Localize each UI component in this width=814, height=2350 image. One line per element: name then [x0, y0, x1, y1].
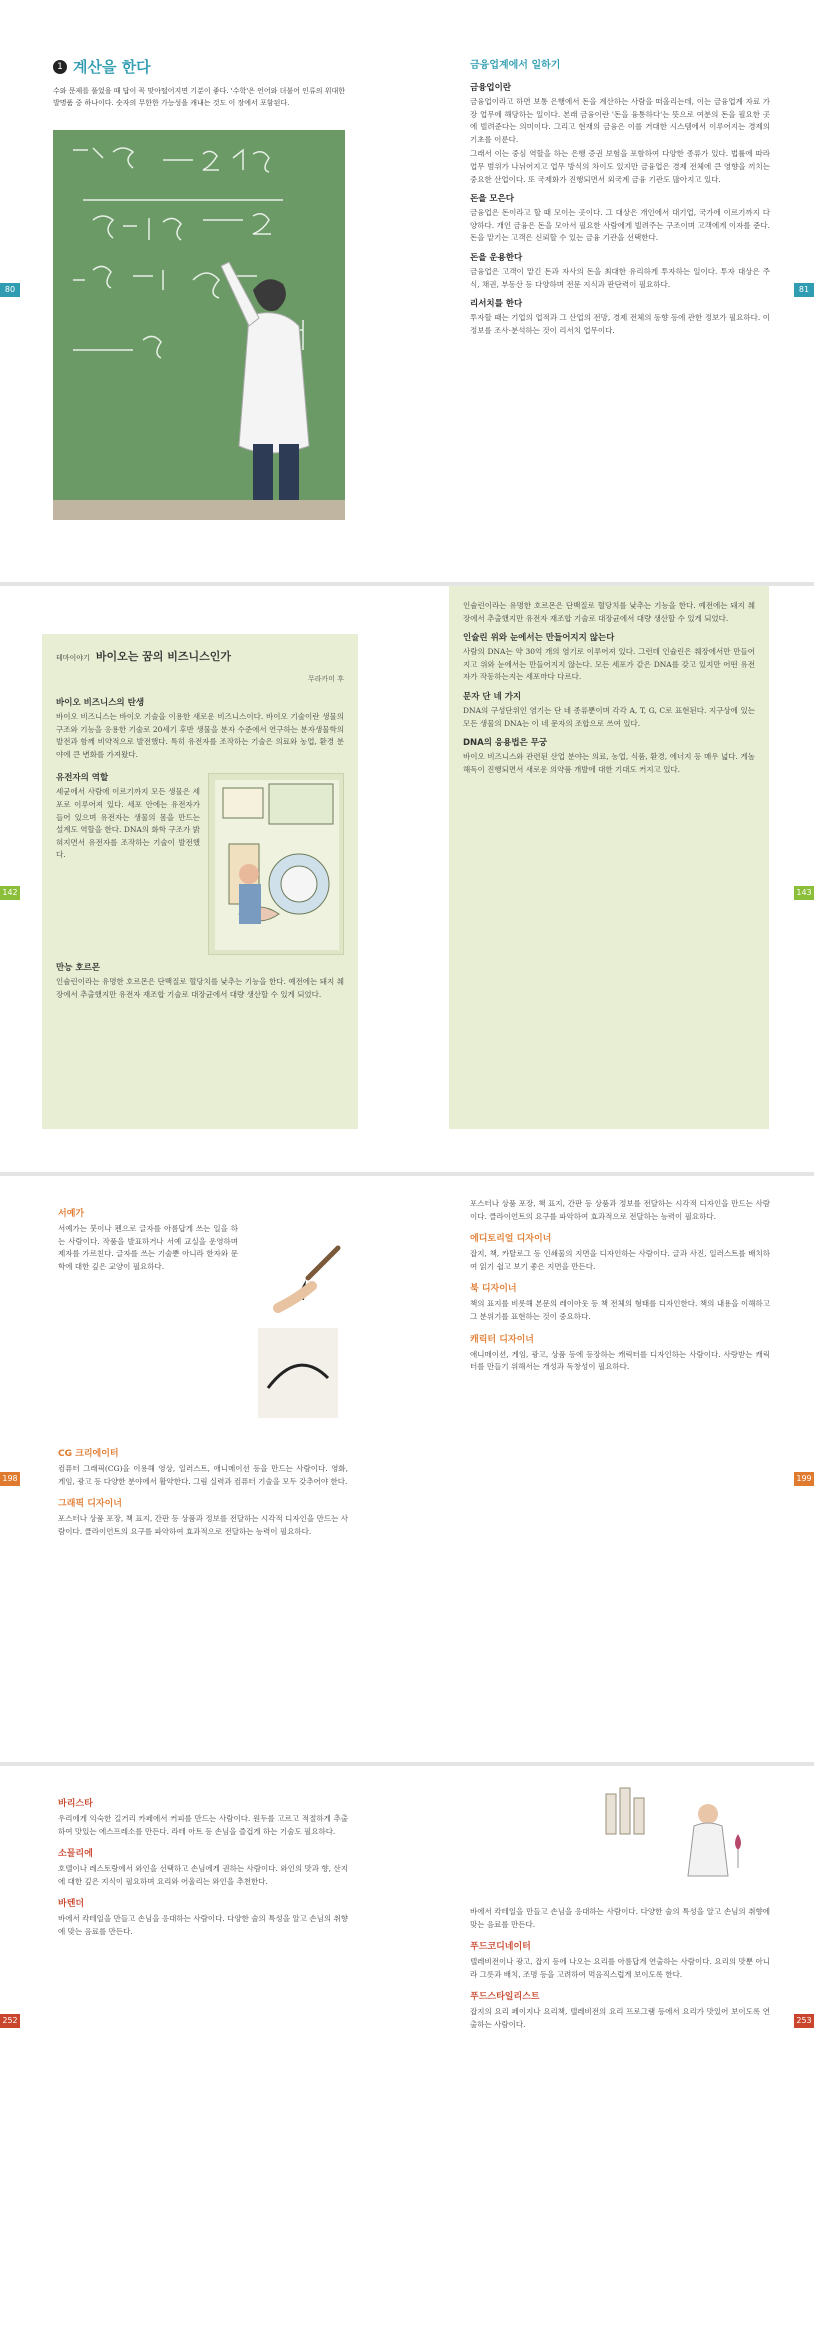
section-title: 돈을 모은다	[470, 194, 515, 205]
section-title: 바이오 비즈니스의 탄생	[56, 698, 145, 708]
section-text: 인슐린이라는 유명한 호르몬은 단백질로 혈당치를 낮추는 기능을 한다. 예전에는 돼지 췌장에서 추출했지만 유전자 재조합 기술로 대장균에서 대량 생산할 수 있게 되었다.	[56, 977, 344, 999]
section-title: 북 디자이너	[470, 1284, 517, 1295]
spread-4	[0, 1766, 814, 2350]
section-title: 문자 단 네 가지	[463, 691, 522, 702]
section-text: DNA의 구성단위인 염기는 단 네 종류뿐이며 각각 A, T, G, C로 표현된다. 지구상에 있는 모든 생물의 DNA는 이 네 문자의 조합으로 쓰여 있다.	[463, 705, 755, 728]
left-page-number: 198	[0, 1472, 20, 1486]
right-page-number: 143	[794, 886, 814, 900]
spread-1	[0, 0, 814, 582]
section-title: 푸드코디네이터	[470, 1942, 531, 1953]
section-title: 캐릭터 디자이너	[470, 1334, 534, 1345]
section-title: 그래픽 디자이너	[58, 1499, 122, 1510]
column-box-content	[449, 586, 769, 776]
section-title: 바리스타	[58, 1799, 93, 1809]
spread-2	[0, 586, 814, 1172]
lab-illustration	[208, 773, 344, 955]
left-column	[53, 56, 345, 109]
spread-3	[0, 1176, 814, 1762]
section-text: 인슐린이라는 유명한 호르몬은 단백질로 혈당치를 낮추는 기능을 한다. 예전에는 돼지 췌장에서 추출했지만 유전자 재조합 기술로 대장균에서 대량 생산할 수 있게 되었다.	[463, 601, 755, 623]
right-page-number: 81	[794, 283, 814, 297]
section-text: 컴퓨터 그래픽(CG)을 이용해 영상, 일러스트, 애니메이션 등을 만드는 사람이다. 영화, 게임, 광고 등 다양한 분야에서 활약한다. 그림 실력과 컴퓨터 기술을 모두 갖추어야 한다.	[58, 1464, 348, 1486]
section-title: 바텐더	[58, 1899, 85, 1910]
left-page-number: 142	[0, 886, 20, 900]
section-text: 바이오 비즈니스는 바이오 기술을 이용한 새로운 비즈니스이다. 바이오 기술이란 생물의 구조와 기능을 응용한 기술로 20세기 후반 생물을 분자 수준에서 연구하는 분자생물학의 발전과 함께 비약적으로 발전했다. 특히 유전자를 조작하는 기술은 의료와 농업, 환경 분야에 큰 변화를 가져왔다.	[56, 712, 344, 759]
section-text: 그래서 이는 중심 역할을 하는 은행 증권 보험을 포함하여 다양한 종류가 있다. 법률에 따라 업무 범위가 나뉘어지고 업무 방식의 차이도 있지만 금융업은 경제 전체에 큰 영향을 끼치는 중요한 산업이다. 또 국제화가 진행되면서 외국계 금융 기관도 많아지고 있다.	[470, 149, 770, 184]
section-title: DNA의 응용법은 무궁	[463, 738, 548, 749]
section-title: 서예가	[58, 1209, 85, 1219]
section-text: 텔레비전이나 광고, 잡지 등에 나오는 요리를 아름답게 연출하는 사람이다. 요리의 맛뿐 아니라 그릇과 배치, 조명 등을 고려하여 먹음직스럽게 보이도록 한다.	[470, 1957, 770, 1979]
chapter-title: 계산을 한다	[73, 58, 151, 76]
section-text: 책의 표지를 비롯해 본문의 레이아웃 등 책 전체의 형태를 디자인한다. 책의 내용을 이해하고 그 분위기를 표현하는 것이 중요하다.	[470, 1299, 770, 1321]
right-column	[470, 1198, 770, 1374]
right-column	[470, 1906, 770, 2032]
column-author: 무라카미 후	[307, 675, 344, 683]
gene-text-block	[56, 765, 200, 955]
wine-illustration	[598, 1774, 768, 1894]
section-title: 소믈리에	[58, 1849, 93, 1860]
section-title: 푸드스타일리스트	[470, 1992, 540, 2003]
section-text: 잡지, 책, 카탈로그 등 인쇄물의 지면을 디자인하는 사람이다. 글과 사진, 일러스트를 배치하여 읽기 쉽고 보기 좋은 지면을 만든다.	[470, 1249, 770, 1271]
column-title: 바이오는 꿈의 비즈니스인가	[95, 650, 231, 663]
section-text: 바이오 비즈니스와 관련된 산업 분야는 의료, 농업, 식품, 환경, 에너지 등 매우 넓다. 게놈 해독이 진행되면서 새로운 의약품 개발에 대한 기대도 커지고 있다.	[463, 752, 755, 774]
section-title: 인슐린 위와 눈에서는 만들어지지 않는다	[463, 633, 615, 644]
section-title: 금융업이란	[470, 83, 512, 93]
section-text: 바에서 칵테일을 만들고 손님을 응대하는 사람이다. 다양한 술의 특성을 알고 손님의 취향에 맞는 음료를 만든다.	[58, 1914, 348, 1936]
chapter-number-badge: 1	[53, 60, 67, 74]
column-title-row	[56, 648, 344, 664]
wine-drawing	[598, 1774, 768, 1894]
lab-drawing	[209, 774, 345, 956]
section-title: 만능 호르몬	[56, 963, 101, 974]
left-column	[58, 1788, 348, 1939]
column-box-content	[42, 634, 358, 1002]
column-box-right	[449, 586, 769, 1129]
section-text: 금융업은 고객이 맡긴 돈과 자사의 돈을 최대한 유리하게 투자하는 일이다. 투자 대상은 주식, 채권, 부동산 등 다양하며 전문 지식과 판단력이 필요하다.	[470, 266, 770, 289]
chalkboard-drawing	[53, 130, 345, 520]
section-title: CG 크리에이터	[58, 1449, 119, 1459]
chalkboard-illustration	[53, 130, 345, 520]
section-title: 유전자의 역할	[56, 773, 109, 784]
section-text: 포스터나 상품 포장, 책 표지, 간판 등 상품과 정보를 전달하는 시각적 디자인을 만드는 사람이다. 클라이언트의 요구를 파악하여 효과적으로 전달하는 능력이 필요하다.	[58, 1514, 348, 1536]
section-text: 서예가는 붓이나 펜으로 글자를 아름답게 쓰는 일을 하는 사람이다. 작품을 발표하거나 서예 교실을 운영하며 제자를 가르친다. 글자를 쓰는 기술뿐 아니라 한자와 문학에 대한 깊은 교양이 필요하다.	[58, 1224, 238, 1271]
brush-drawing	[248, 1238, 348, 1438]
section-title: 리서치를 한다	[470, 299, 523, 310]
calligrapher-row	[58, 1198, 348, 1438]
brush-illustration	[248, 1238, 348, 1438]
right-heading: 금융업계에서 일하기	[470, 60, 561, 71]
chapter-intro: 수와 문제를 풀었을 때 답이 꼭 맞아떨어지면 기분이 좋다. '수학'은 언어와 더불어 인류의 위대한 발명품 중 하나이다. 숫자의 무한한 가능성을 캐내는 것도 이 장에서 포함된다.	[53, 87, 345, 107]
section-text: 호텔이나 레스토랑에서 와인을 선택하고 손님에게 권하는 사람이다. 와인의 맛과 향, 산지에 대한 깊은 지식이 필요하며 요리와 어울리는 와인을 추천한다.	[58, 1864, 348, 1886]
right-page-number: 253	[794, 2014, 814, 2028]
section-text: 잡지의 요리 페이지나 요리책, 텔레비전의 요리 프로그램 등에서 요리가 맛있어 보이도록 연출하는 사람이다.	[470, 2007, 770, 2029]
section-text: 금융업이라고 하면 보통 은행에서 돈을 계산하는 사람을 떠올리는데, 이는 금융업계 자료 가장 업무에 해당하는 일이다. 본래 금융이란 '돈을 융통하다'는 뜻으로 여분의 돈을 필요한 곳에 빌려준다는 의미이다. 그리고 현재의 금융은 이를 거대한 시스템에서 이루어지는 경제의 기초를 이룬다.	[470, 97, 770, 144]
section-text: 세균에서 사람에 이르기까지 모든 생물은 세포로 이루어져 있다. 세포 안에는 유전자가 들어 있으며 유전자는 생물의 몸을 만드는 설계도 역할을 한다. DNA의 화학 구조가 밝혀지면서 유전자를 조작하는 기술이 발전했다.	[56, 787, 200, 860]
section-text: 금융업은 돈이라고 할 때 모이는 곳이다. 그 대상은 개인에서 대기업, 국가에 이르기까지 다양하다. 개인 금융은 돈을 모아서 필요한 사람에게 빌려주는 구조이며 고객에게 이자를 준다. 돈을 맡기는 고객은 신뢰할 수 있는 금융 기관을 선택한다.	[470, 208, 770, 243]
gene-row	[56, 765, 344, 955]
chapter-heading	[53, 56, 345, 77]
section-text: 포스터나 상품 포장, 책 표지, 간판 등 상품과 정보를 전달하는 시각적 디자인을 만드는 사람이다. 클라이언트의 요구를 파악하여 효과적으로 전달하는 능력이 필요하다.	[470, 1199, 770, 1221]
left-column	[58, 1198, 348, 1538]
left-page-number: 252	[0, 2014, 20, 2028]
section-title: 에디토리얼 디자이너	[470, 1234, 552, 1245]
section-text: 바에서 칵테일을 만들고 손님을 응대하는 사람이다. 다양한 술의 특성을 알고 손님의 취향에 맞는 음료를 만든다.	[470, 1907, 770, 1929]
section-text: 애니메이션, 게임, 광고, 상품 등에 등장하는 캐릭터를 디자인하는 사람이다. 사랑받는 캐릭터를 만들기 위해서는 개성과 독창성이 필요하다.	[470, 1349, 770, 1372]
calligrapher-text-block	[58, 1198, 238, 1438]
left-page-number: 80	[0, 283, 20, 297]
section-text: 우리에게 익숙한 길거리 카페에서 커피를 만드는 사람이다. 원두를 고르고 적절하게 추출하여 맛있는 에스프레소를 만든다. 라테 아트 등 손님을 즐겁게 하는 기술도 필요하다.	[58, 1814, 348, 1836]
right-column	[470, 56, 770, 337]
right-page-number: 199	[794, 1472, 814, 1486]
section-title: 돈을 운용한다	[470, 252, 523, 263]
column-label: 테마이야기	[56, 654, 90, 662]
section-text: 투자할 때는 기업의 업적과 그 산업의 전망, 경제 전체의 동향 등에 관한 정보가 필요하다. 이 정보를 조사·분석하는 것이 리서치 업무이다.	[470, 313, 770, 335]
section-text: 사람의 DNA는 약 30억 개의 염기로 이루어져 있다. 그런데 인슐린은 췌장에서만 만들어지고 위와 눈에서는 만들어지지 않는다. 모든 세포가 같은 DNA를 갖고 있지만 어떤 유전자가 작동하는지는 세포마다 다르다.	[463, 647, 755, 682]
column-box-left	[42, 634, 358, 1129]
